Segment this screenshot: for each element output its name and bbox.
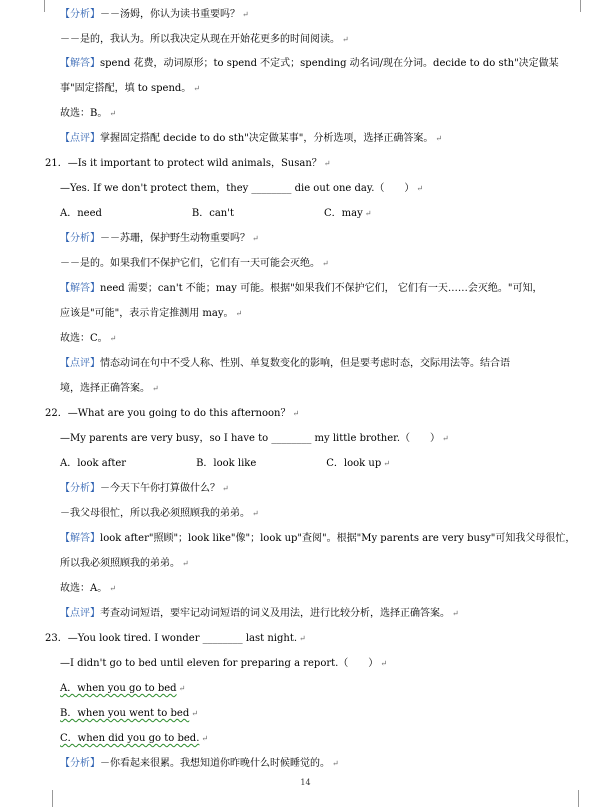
- text-line: 故选：C。 ↵: [60, 333, 117, 344]
- text-line: 故选：B。 ↵: [60, 108, 117, 119]
- options-21: A．need B．can't C．may ↵: [60, 208, 372, 219]
- text-line: —I didn't go to bed until eleven for preparing a report.（ ） ↵: [60, 658, 388, 669]
- text-line: 故选：A。 ↵: [60, 583, 116, 594]
- text-line: 【分析】－你看起来很累。我想知道你昨晚什么时候睡觉的。 ↵: [60, 758, 339, 769]
- question-23: 23．—You look tired. I wonder ________ last night. ↵: [45, 633, 306, 644]
- options-22: A．look after B．look like C．look up ↵: [60, 458, 390, 469]
- option-c-23: C．when did you go to bed. ↵: [60, 733, 209, 744]
- text-line: 【分析】－今天下午你打算做什么？ ↵: [60, 483, 229, 494]
- question-22: 22．—What are you going to do this afternoon？ ↵: [45, 408, 300, 419]
- text-line: 应该是"可能"，表示肯定推测用 may。 ↵: [60, 308, 243, 319]
- text-line: －－是的。如果我们不保护它们，它们有一天可能会灭绝。 ↵: [60, 258, 329, 269]
- text-line: 【点评】情态动词在句中不受人称、性别、单复数变化的影响，但是要考虑时态，交际用法等。结合语: [60, 358, 510, 369]
- text-line: —My parents are very busy，so I have to ________ my little brother.（ ） ↵: [60, 433, 449, 444]
- crop-mark-bottom-right: [578, 790, 589, 807]
- text-line: 所以我必须照顾我的弟弟。 ↵: [60, 558, 189, 569]
- option-a-23: A．when you go to bed ↵: [60, 683, 186, 694]
- crop-mark-top-right: [580, 0, 591, 12]
- crop-mark-top-left: [34, 0, 45, 12]
- text-line: 【解答】look after"照顾"；look like"像"；look up"查阅"。根据"My parents are very busy"可知我父母很忙，: [60, 533, 576, 544]
- text-line: 【解答】need 需要；can't 不能；may 可能。根据"如果我们不保护它们， 它们有一天……会灭绝。"可知，: [60, 283, 543, 294]
- text-line: 境，选择正确答案。 ↵: [60, 383, 159, 394]
- text-line: 【分析】－－汤姆，你认为读书重要吗？ ↵: [60, 9, 249, 20]
- text-line: －－是的，我认为。所以我决定从现在开始花更多的时间阅读。 ↵: [60, 34, 349, 45]
- text-line: －我父母很忙，所以我必须照顾我的弟弟。 ↵: [60, 508, 259, 519]
- question-21: 21．—Is it important to protect wild animals，Susan？ ↵: [45, 158, 331, 169]
- page-number: 14: [300, 778, 311, 787]
- text-line: 【分析】－－苏珊，保护野生动物重要吗？ ↵: [60, 233, 259, 244]
- text-line: —Yes. If we don't protect them，they ________ die out one day.（ ） ↵: [60, 183, 424, 194]
- text-line: 事"固定搭配，填 to spend。 ↵: [60, 83, 200, 94]
- crop-mark-bottom-left: [42, 790, 53, 807]
- text-line: 【解答】spend 花费，动词原形；to spend 不定式；spending 动名词/现在分词。decide to do sth"决定做某: [60, 58, 559, 69]
- text-line: 【点评】掌握固定搭配 decide to do sth"决定做某事"，分析选项，选择正确答案。 ↵: [60, 133, 443, 144]
- option-b-23: B．when you went to bed ↵: [60, 708, 198, 719]
- text-line: 【点评】考查动词短语，要牢记动词短语的词义及用法，进行比较分析，选择正确答案。 ↵: [60, 608, 459, 619]
